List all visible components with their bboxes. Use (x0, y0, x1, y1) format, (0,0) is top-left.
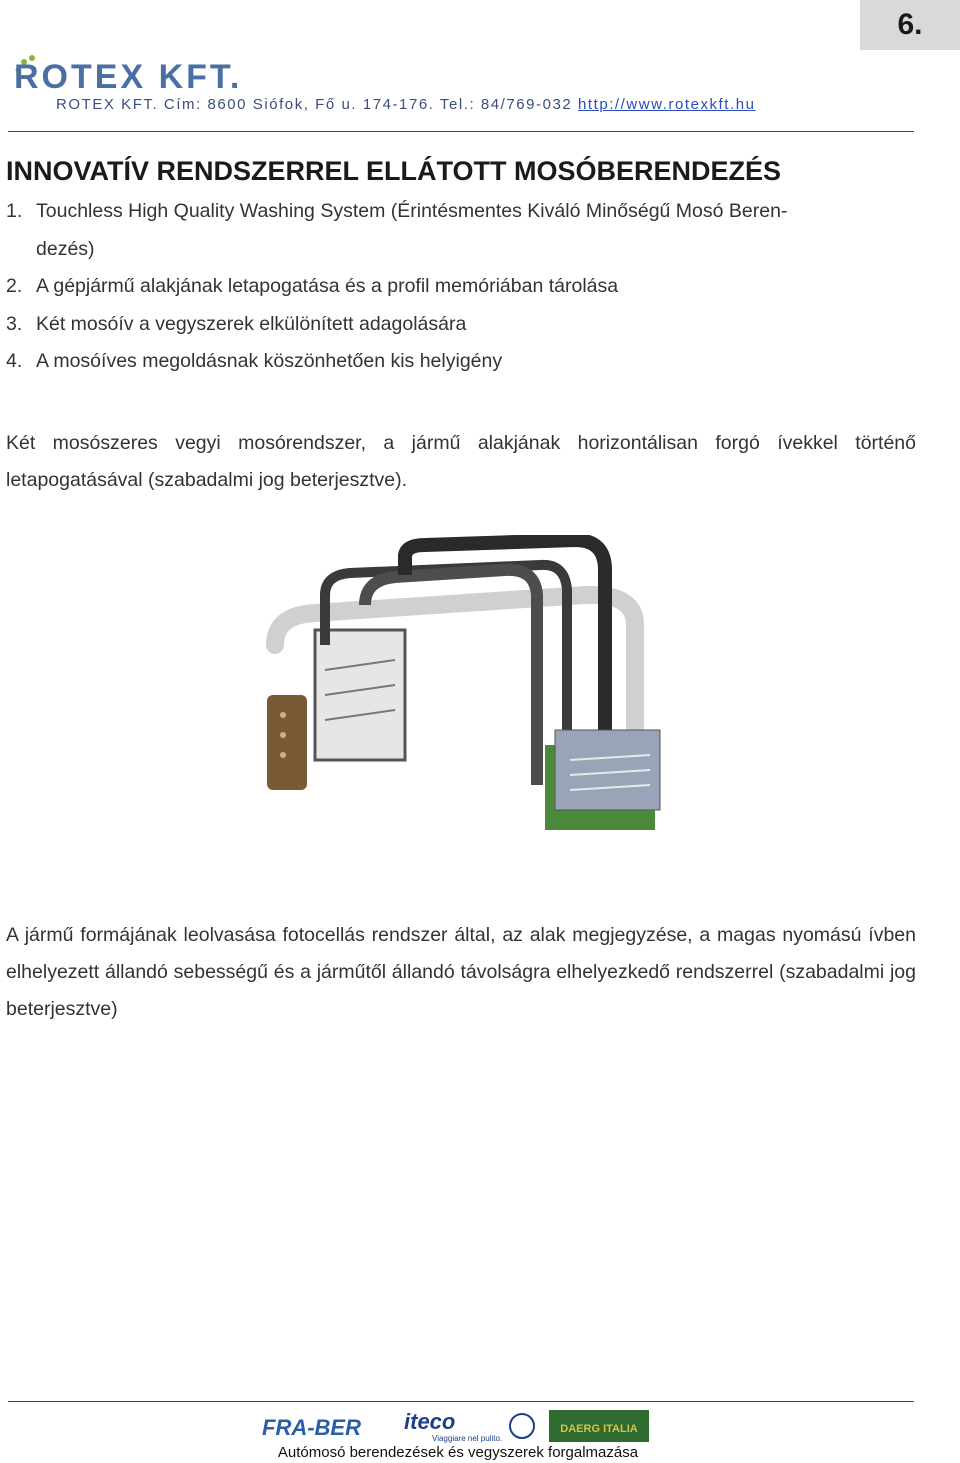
iteco-logo (402, 1409, 537, 1443)
partner-logos (260, 1409, 649, 1443)
svg-text:FRA-BER: FRA-BER (262, 1415, 361, 1440)
header-divider (8, 131, 914, 132)
fraber-logo (260, 1411, 390, 1441)
footer-caption: Autómosó berendezések és vegyszerek forgalmazása (277, 1444, 639, 1461)
svg-text:iteco: iteco (404, 1409, 456, 1434)
logo-text: ROTEX KFT. (14, 58, 243, 92)
feature-list (6, 193, 916, 381)
page-title: INNOVATÍV RENDSZERREL ELLÁTOTT MOSÓBERENDEZÉS (6, 156, 782, 186)
list-item: 1. Touchless High Quality Washing System (Érintésmentes Kiváló Minőségű Mosó Beren- (6, 200, 788, 222)
contact-address: ROTEX KFT. Cím: 8600 Siófok, Fő u. 174-176. Tel.: 84/769-032 (56, 96, 578, 113)
daerg-logo (549, 1410, 649, 1442)
list-item: 4. A mosóíves megoldásnak köszönhetően kis helyigény (6, 350, 503, 372)
contact-line (56, 96, 756, 113)
description-paragraph-2: A jármű formájának leolvasása fotocellás rendszer által, az alak megjegyzése, a magas nyomású ívben elhelyezett állandó sebességű és a járműtől állandó távolságra elhelyezkedő rendszerrel (szabadalmi jog beterjesztve) (6, 923, 916, 1020)
list-item: 3. Két mosóív a vegyszerek elkülönített adagolására (6, 312, 467, 335)
tuv-seal-icon (510, 1414, 534, 1438)
washing-arch-illustration (255, 535, 675, 845)
page-number-badge: 6. (860, 0, 960, 50)
footer-divider (8, 1401, 914, 1402)
rotex-logo (10, 52, 260, 92)
list-item: 2. A gépjármű alakjának letapogatása és a profil memóriában tárolása (6, 275, 619, 297)
description-paragraph: Két mosószeres vegyi mosórendszer, a jármű alakjának horizontálisan forgó ívekkel történő letapogatásával (szabadalmi jog beterjesztve). (6, 431, 916, 491)
list-item-continuation: dezés) (36, 237, 95, 260)
svg-text:DAERG ITALIA: DAERG ITALIA (560, 1423, 638, 1435)
svg-text:Viaggiare nel pulito.: Viaggiare nel pulito. (432, 1434, 503, 1443)
website-link[interactable]: http://www.rotexkft.hu (578, 96, 756, 113)
